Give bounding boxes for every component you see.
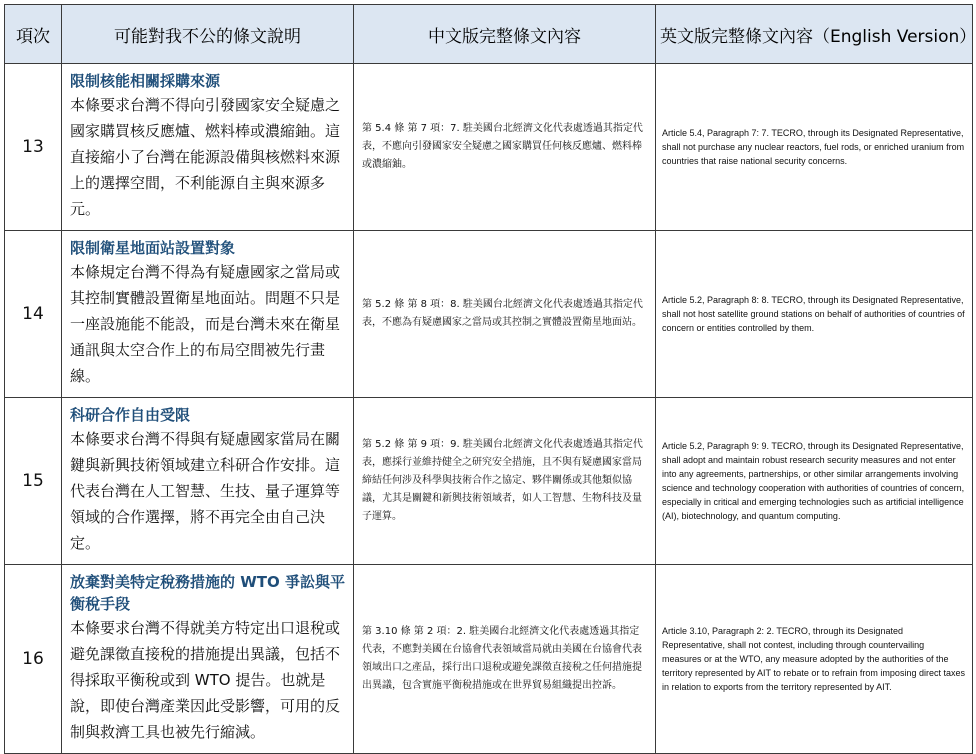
clause-explanation: 本條規定台灣不得為有疑慮國家之當局或其控制實體設置衛星地面站。問題不只是一座設施能不能設，而是台灣未來在衛星通訊與太空合作上的布局空間被先行畫線。 (70, 263, 341, 385)
clause-explanation: 本條要求台灣不得就美方特定出口退稅或避免課徵直接稅的措施提出異議，包括不得採取平衡稅或到 WTO 提告。也就是說，即使台灣產業因此受影響，可用的反制與救濟工具也被先行縮減。 (70, 619, 341, 741)
header-item-no: 項次 (5, 5, 62, 64)
explanation-cell (62, 64, 354, 231)
row-number: 14 (5, 231, 62, 398)
explanation-cell (62, 398, 354, 565)
chinese-clause-text: 第 5.2 條 第 8 項：8. 駐美國台北經濟文化代表處透過其指定代表，不應為有疑慮國家之當局或其控制之實體設置衛星地面站。 (354, 231, 656, 398)
clause-explanation: 本條要求台灣不得向引發國家安全疑慮之國家購買核反應爐、燃料棒或濃縮鈾。這直接縮小了台灣在能源設備與核燃料來源上的選擇空間，不利能源自主與來源多元。 (70, 96, 341, 218)
row-number: 13 (5, 64, 62, 231)
english-clause-text: Article 3.10, Paragraph 2: 2. TECRO, through its Designated Representative, shall not contest, including through countervailing measures or at the WTO, any measure adopted by the authorities of the territory represented by AIT to rebate or to refrain from imposing direct taxes in relation to exports from the territory represented by AIT. (656, 565, 973, 754)
chinese-clause-text: 第 3.10 條 第 2 項：2. 駐美國台北經濟文化代表處透過其指定代表，不應對美國在台協會代表領域當局就由美國在台協會代表領域出口之產品，採行出口退稅或避免課徵直接稅之任何措施提出異議，包含實施平衡稅措施或在世界貿易組織提出控訴。 (354, 565, 656, 754)
english-clause-text: Article 5.4, Paragraph 7: 7. TECRO, through its Designated Representative, shall not purchase any nuclear reactors, fuel rods, or enriched uranium from countries that raise national security concerns. (656, 64, 973, 231)
row-number: 15 (5, 398, 62, 565)
clause-title: 限制核能相關採購來源 (70, 72, 221, 90)
clause-title: 科研合作自由受限 (70, 406, 191, 424)
english-clause-text: Article 5.2, Paragraph 9: 9. TECRO, through its Designated Representative, shall adopt and maintain robust research security measures and not enter into any agreements, partnerships, or other similar arrangements involving science and technology cooperation with authorities of countries of concern, especially in critical and emerging technologies such as artificial intelligence (AI), biotechnology, and quantum computing. (656, 398, 973, 565)
explanation-cell (62, 231, 354, 398)
header-explanation: 可能對我不公的條文說明 (62, 5, 354, 64)
table-row (5, 398, 973, 565)
explanation-cell (62, 565, 354, 754)
row-number: 16 (5, 565, 62, 754)
table-row (5, 64, 973, 231)
clause-title: 限制衛星地面站設置對象 (70, 239, 236, 257)
header-english-text: 英文版完整條文內容（English Version） (656, 5, 973, 64)
header-row (5, 5, 973, 64)
chinese-clause-text: 第 5.2 條 第 9 項：9. 駐美國台北經濟文化代表處透過其指定代表，應採行並維持健全之研究安全措施，且不與有疑慮國家當局締結任何涉及科學與技術合作之協定、夥伴關係或其他類似協議，尤其是關鍵和新興技術領域者，如人工智慧、生物科技及量子運算。 (354, 398, 656, 565)
english-clause-text: Article 5.2, Paragraph 8: 8. TECRO, through its Designated Representative, shall not host satellite ground stations on behalf of authorities of countries of concern or entities controlled by them. (656, 231, 973, 398)
clause-table (4, 4, 976, 754)
clause-title: 放棄對美特定稅務措施的 WTO 爭訟與平衡稅手段 (70, 573, 345, 613)
clause-explanation: 本條要求台灣不得與有疑慮國家當局在關鍵與新興技術領域建立科研合作安排。這代表台灣在人工智慧、生技、量子運算等領域的合作選擇，將不再完全由自己決定。 (70, 430, 341, 552)
table-row (5, 565, 973, 754)
header-chinese-text: 中文版完整條文內容 (354, 5, 656, 64)
table-row (5, 231, 973, 398)
chinese-clause-text: 第 5.4 條 第 7 項：7. 駐美國台北經濟文化代表處透過其指定代表，不應向引發國家安全疑慮之國家購買任何核反應爐、燃料棒或濃縮鈾。 (354, 64, 656, 231)
